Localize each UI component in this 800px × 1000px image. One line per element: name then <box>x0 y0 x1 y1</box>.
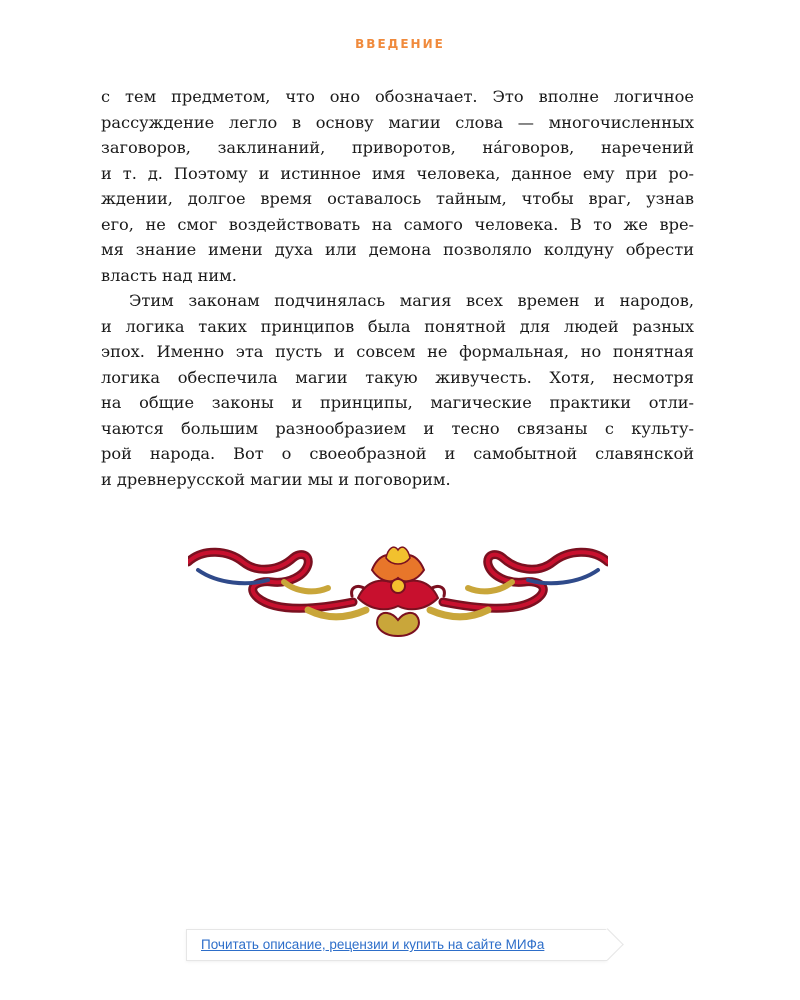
text-line: рассуждение легло в основу магии слова — многочисленных <box>101 112 694 132</box>
paragraph-2 <box>101 288 694 492</box>
text-line: и т. д. Поэтому и истинное имя человека, данное ему при ро- <box>101 163 694 183</box>
text-line: рой народа. Вот о своеобразной и самобытной славянской <box>101 444 694 463</box>
text-line: эпох. Именно эта пусть и совсем не формальная, но понятная <box>101 342 694 361</box>
right-scroll <box>430 552 608 617</box>
text-line: мя знание имени духа или демона позволяло колдуну обрести <box>101 240 694 259</box>
body-text <box>101 84 694 492</box>
text-line: логика обеспечила магии такую живучесть. Хотя, несмотря <box>101 367 694 387</box>
text-line: с тем предметом, что оно обозначает. Это вполне логичное <box>101 87 694 106</box>
text-line: власть над ним. <box>101 265 237 285</box>
text-line: на общие законы и принципы, магические практики отли- <box>101 393 694 412</box>
text-line: заговоров, заклинаний, приворотов, нáговоров, наречений <box>101 138 694 157</box>
text-line: и логика таких принципов была понятной для людей разных <box>101 316 694 336</box>
central-flower <box>352 547 445 636</box>
running-title: ВВЕДЕНИЕ <box>355 37 445 51</box>
text-line: ждении, долгое время оставалось тайным, чтобы враг, узнав <box>101 189 694 208</box>
paragraph-1 <box>101 84 694 288</box>
text-line: Этим законам подчинялась магия всех времен и народов, <box>129 291 694 310</box>
text-line: его, не смог воздействовать на самого человека. В то же вре- <box>101 214 694 234</box>
folk-floral-ornament-icon <box>188 540 608 640</box>
buy-link[interactable]: Почитать описание, рецензии и купить на сайте МИФа <box>201 937 545 952</box>
text-line: чаются большим разнообразием и тесно связаны с культу- <box>101 418 694 438</box>
text-line: и древнерусской магии мы и поговорим. <box>101 469 451 489</box>
left-scroll <box>188 552 366 617</box>
buy-link-banner <box>186 929 607 961</box>
